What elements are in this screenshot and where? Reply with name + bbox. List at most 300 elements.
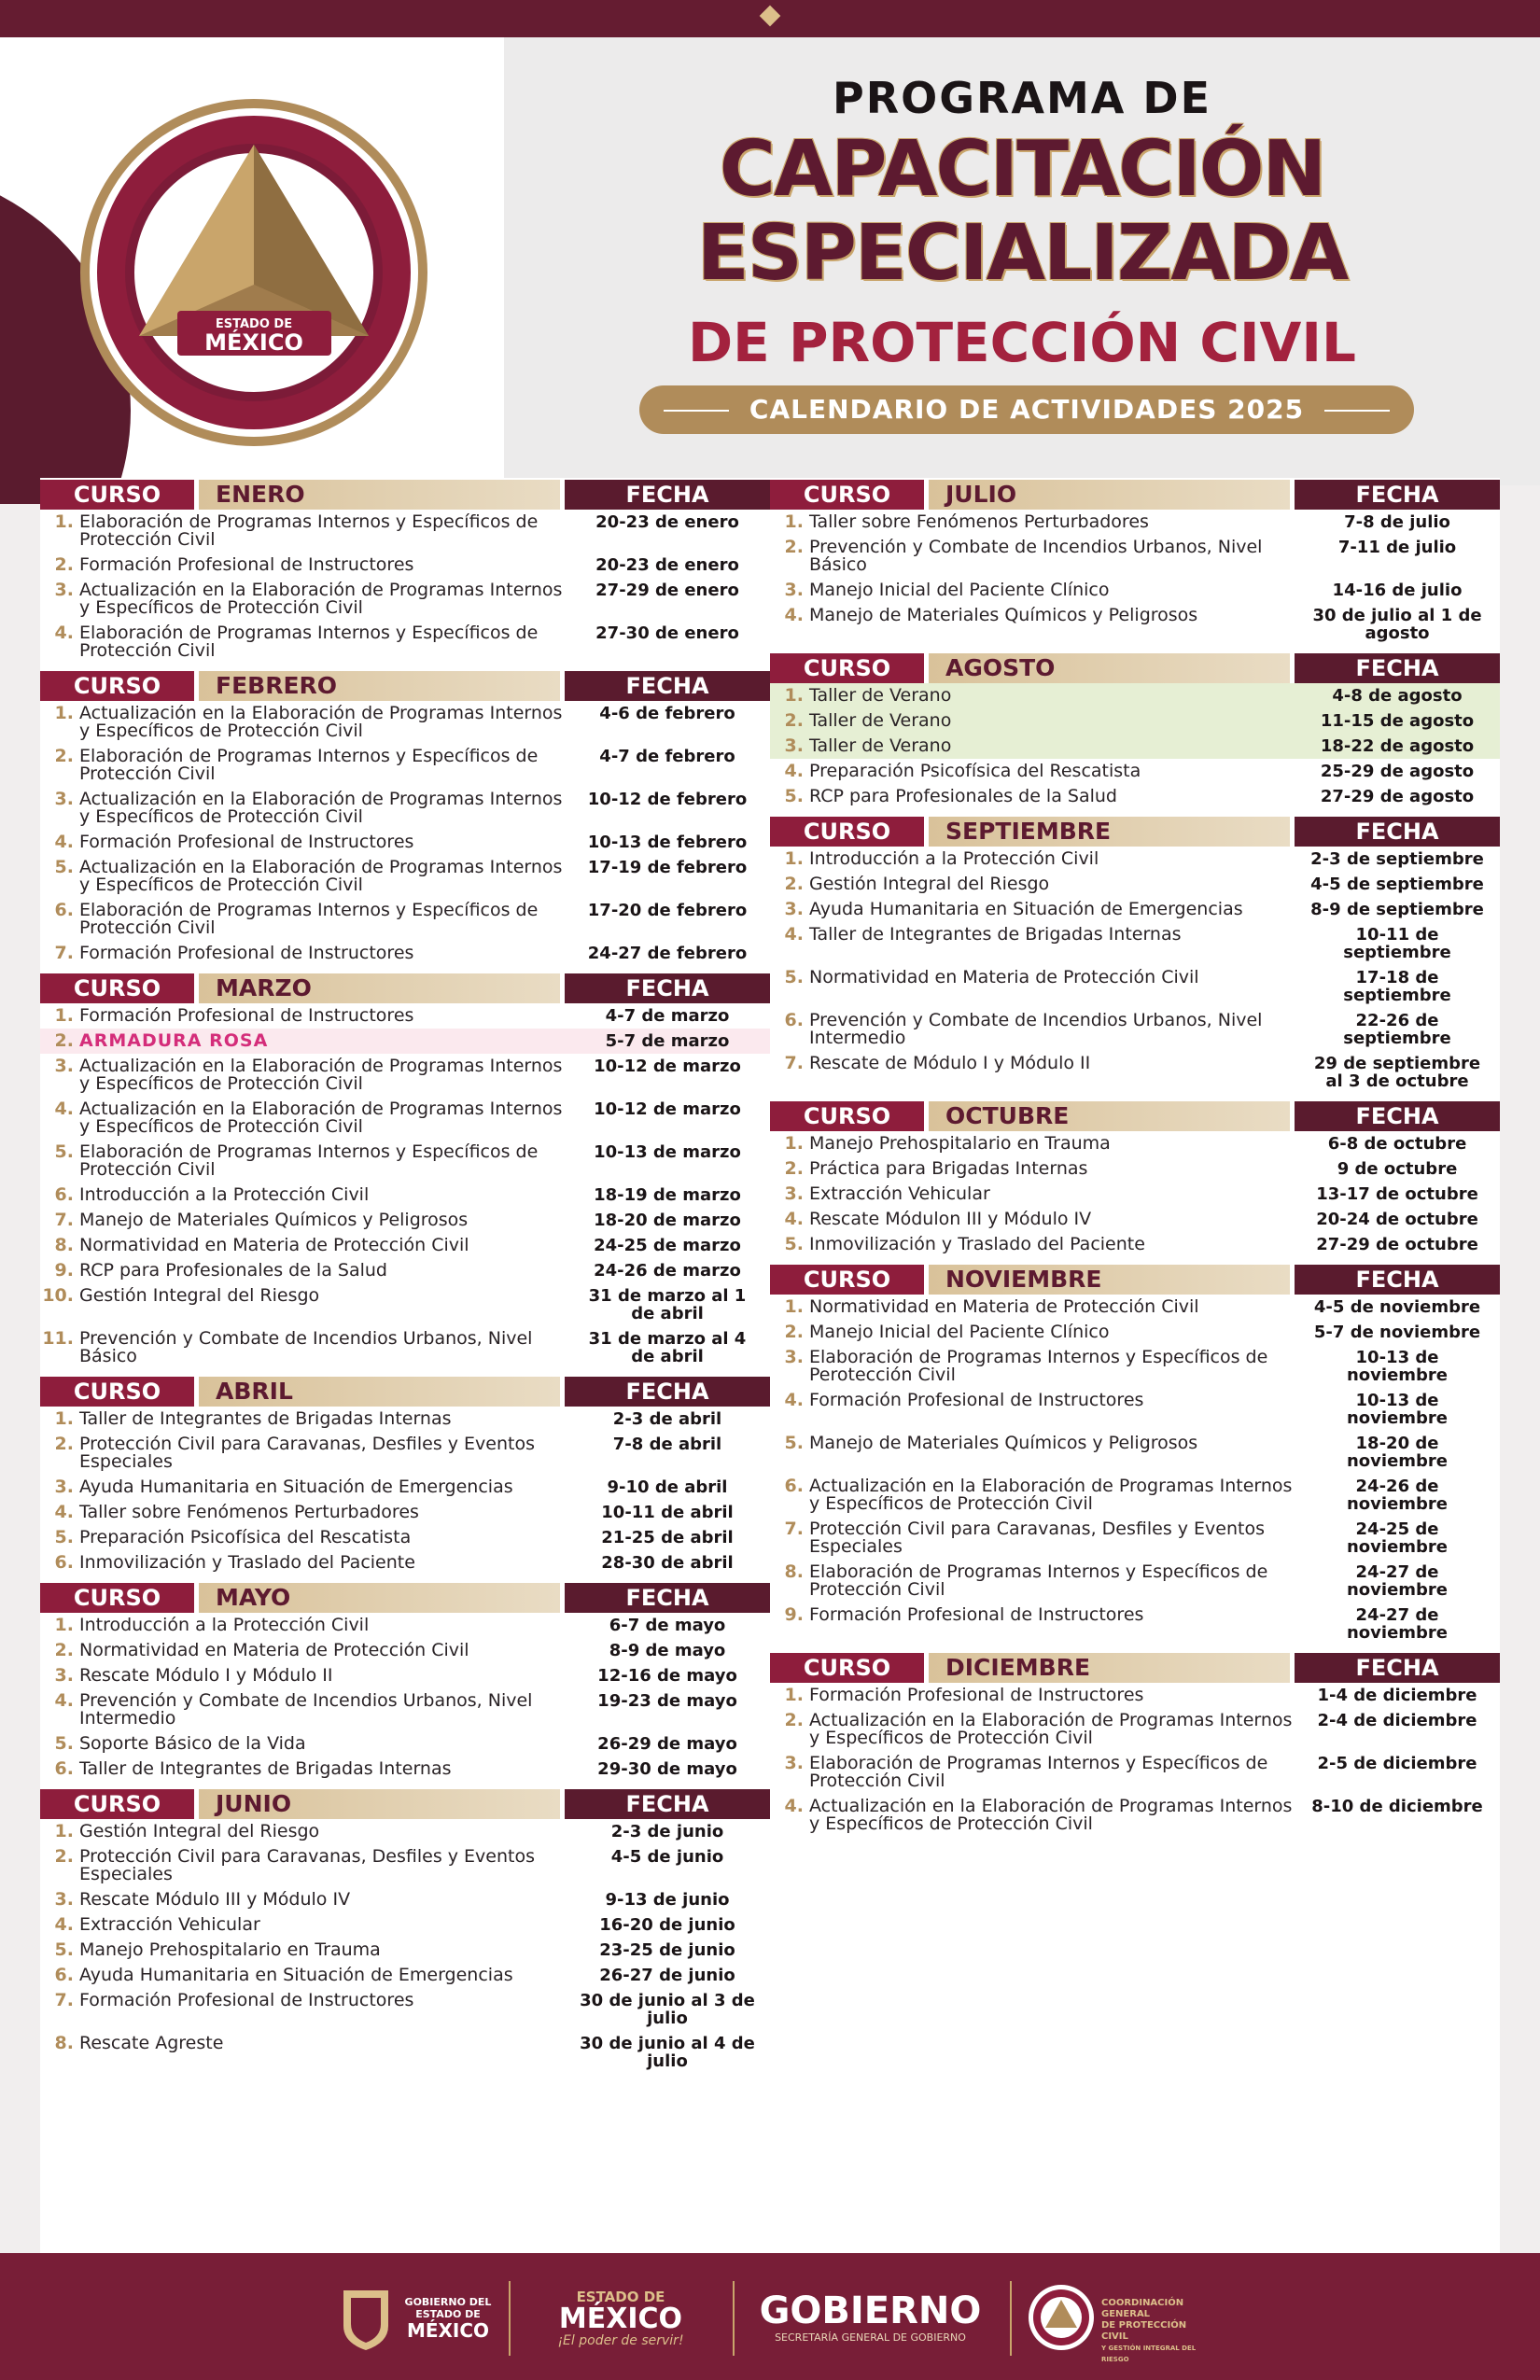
course-title: Gestión Integral del Riesgo: [79, 1285, 320, 1306]
course-row: [40, 1233, 770, 1258]
course-title: Rescate de Módulo I y Módulo II: [809, 1053, 1091, 1073]
course-title: Elaboración de Programas Internos y Específicos de Protección Civil: [79, 1141, 539, 1180]
course-date: 27-29 de octubre: [1316, 1235, 1478, 1254]
course-row: [40, 1912, 770, 1938]
course-date: 24-26 de noviembre: [1346, 1477, 1449, 1514]
curso-label: CURSO: [770, 817, 924, 847]
course-title: Actualización en la Elaboración de Programas Internos y Específicos de Protección Civil: [809, 1796, 1293, 1834]
month-name: AGOSTO: [929, 653, 1290, 683]
course-row: [40, 1887, 770, 1912]
course-row: [40, 621, 770, 664]
course-date: 10-11 de septiembre: [1343, 925, 1451, 962]
course-title: Normatividad en Materia de Protección Civil: [809, 1296, 1199, 1317]
month-name: DICIEMBRE: [929, 1653, 1290, 1683]
course-title: Manejo Inicial del Paciente Clínico: [809, 1322, 1110, 1342]
divider: [509, 2281, 511, 2356]
course-row: [40, 830, 770, 855]
edomex-1: ESTADO DE: [576, 2289, 665, 2305]
course-row: [770, 578, 1500, 603]
course-number: 11.: [42, 1328, 74, 1349]
month-section-octubre: [770, 1101, 1500, 1257]
course-number: 4.: [54, 1502, 74, 1522]
fecha-label: FECHA: [565, 671, 770, 701]
course-row: [40, 1208, 770, 1233]
course-row: [40, 1757, 770, 1782]
course-number: 3.: [54, 1477, 74, 1497]
fecha-label: FECHA: [565, 480, 770, 510]
course-row: [770, 1474, 1500, 1517]
course-number: 9.: [784, 1604, 804, 1625]
state-shield-icon: [338, 2285, 394, 2352]
course-date: 10-12 de marzo: [594, 1057, 741, 1076]
course-title: Rescate Módulon III y Módulo IV: [809, 1209, 1092, 1229]
course-number: 10.: [42, 1285, 74, 1306]
month-header: [40, 1583, 770, 1613]
curso-label: CURSO: [770, 1101, 924, 1131]
course-row: [770, 1751, 1500, 1794]
course-row: [770, 1517, 1500, 1560]
month-header: [770, 1653, 1500, 1683]
course-row: [770, 1131, 1500, 1156]
month-section-enero: [40, 480, 770, 664]
course-title: Inmovilización y Traslado del Paciente: [809, 1234, 1145, 1254]
course-number: 7.: [784, 1519, 804, 1539]
course-number: 6.: [784, 1476, 804, 1496]
course-title: Rescate Módulo III y Módulo IV: [79, 1889, 351, 1910]
course-title: Prevención y Combate de Incendios Urbanos, Nivel Intermedio: [79, 1690, 533, 1729]
course-row: [40, 1500, 770, 1525]
month-name: MAYO: [199, 1583, 560, 1613]
course-number: 2.: [784, 1158, 804, 1179]
month-name: FEBRERO: [199, 671, 560, 701]
course-row: [40, 1003, 770, 1029]
course-number: 5.: [54, 1733, 74, 1754]
course-title: Extracción Vehicular: [79, 1914, 260, 1935]
course-date: 27-29 de enero: [595, 581, 739, 600]
month-name: OCTUBRE: [929, 1101, 1290, 1131]
course-row: [770, 872, 1500, 897]
course-date: 4-8 de agosto: [1332, 686, 1463, 706]
course-date: 2-3 de junio: [610, 1822, 724, 1841]
course-row: [40, 1938, 770, 1963]
line-ornament-icon: [1324, 410, 1390, 412]
course-title: Inmovilización y Traslado del Paciente: [79, 1552, 415, 1573]
course-date: 26-29 de mayo: [597, 1734, 737, 1754]
course-date: 23-25 de junio: [599, 1940, 735, 1960]
course-title: Formación Profesional de Instructores: [79, 1990, 414, 2010]
course-row: [40, 941, 770, 966]
course-number: 1.: [54, 1005, 74, 1026]
course-date: 18-22 de agosto: [1320, 736, 1475, 756]
course-date: 30 de junio al 3 de julio: [580, 1991, 755, 2028]
course-title: Protección Civil para Caravanas, Desfiles y Eventos Especiales: [79, 1846, 535, 1884]
course-title: Taller de Verano: [809, 685, 952, 706]
footer: [0, 2253, 1540, 2380]
curso-label: CURSO: [40, 973, 194, 1003]
course-title: Actualización en la Elaboración de Programas Internos y Específicos de Protección Civil: [79, 703, 563, 741]
month-header: [40, 1789, 770, 1819]
course-title: Manejo Prehospitalario en Trauma: [809, 1133, 1111, 1154]
curso-label: CURSO: [40, 671, 194, 701]
course-number: 3.: [784, 1183, 804, 1204]
gobierno-brand: [747, 2290, 994, 2344]
course-date: 9 de octubre: [1337, 1159, 1458, 1179]
course-row: [40, 1731, 770, 1757]
curso-label: CURSO: [40, 1377, 194, 1407]
course-date: 11-15 de agosto: [1320, 711, 1475, 731]
course-row: [40, 1963, 770, 1988]
course-title: Introducción a la Protección Civil: [79, 1184, 370, 1205]
course-date: 20-23 de enero: [595, 512, 739, 532]
coordinacion-label: [1101, 2298, 1213, 2365]
course-number: 2.: [54, 746, 74, 766]
course-title: Formación Profesional de Instructores: [809, 1685, 1144, 1705]
course-row: [770, 1207, 1500, 1232]
course-title: Extracción Vehicular: [809, 1183, 990, 1204]
course-title: Prevención y Combate de Incendios Urbanos, Nivel Básico: [79, 1328, 533, 1366]
course-row: [770, 1051, 1500, 1094]
month-section-agosto: [770, 653, 1500, 809]
course-number: 4.: [784, 1390, 804, 1410]
month-section-mayo: [40, 1583, 770, 1782]
course-date: 7-8 de julio: [1344, 512, 1450, 532]
proteccion-civil-seal-icon: [1027, 2283, 1096, 2352]
course-title: Taller de Integrantes de Brigadas Internas: [809, 924, 1182, 945]
course-title: Taller sobre Fenómenos Perturbadores: [79, 1502, 419, 1522]
course-date: 24-27 de noviembre: [1346, 1605, 1449, 1643]
course-title: Taller de Integrantes de Brigadas Internas: [79, 1408, 452, 1429]
course-number: 2.: [54, 1846, 74, 1867]
course-row: [770, 1794, 1500, 1837]
course-date: 31 de marzo al 4 de abril: [588, 1329, 747, 1366]
course-row: [40, 1183, 770, 1208]
course-number: 5.: [54, 1939, 74, 1960]
course-title: Introducción a la Protección Civil: [79, 1615, 370, 1635]
curso-label: CURSO: [40, 1789, 194, 1819]
month-section-abril: [40, 1377, 770, 1575]
course-number: 2.: [54, 1640, 74, 1660]
fecha-label: FECHA: [565, 1583, 770, 1613]
secretaria-text: SECRETARÍA GENERAL DE GOBIERNO: [775, 2331, 966, 2344]
course-row: [40, 855, 770, 898]
course-date: 18-20 de noviembre: [1346, 1434, 1449, 1471]
course-number: 2.: [784, 537, 804, 557]
course-row: [40, 1029, 770, 1054]
course-row: [40, 553, 770, 578]
course-row: [770, 784, 1500, 809]
calendar-column-right: [770, 478, 1500, 2253]
course-number: 4.: [54, 832, 74, 852]
course-row: [40, 1688, 770, 1731]
course-row: [770, 1232, 1500, 1257]
course-title: Gestión Integral del Riesgo: [79, 1821, 320, 1841]
course-number: 1.: [54, 511, 74, 532]
month-name: ABRIL: [199, 1377, 560, 1407]
month-header: [40, 973, 770, 1003]
course-date: 28-30 de abril: [601, 1553, 734, 1573]
course-row: [770, 1008, 1500, 1051]
course-date: 29-30 de mayo: [597, 1759, 737, 1779]
course-row: [770, 1683, 1500, 1708]
course-number: 2.: [784, 1710, 804, 1730]
course-title: Manejo Prehospitalario en Trauma: [79, 1939, 381, 1960]
curso-label: CURSO: [770, 480, 924, 510]
course-number: 1.: [54, 1821, 74, 1841]
course-number: 6.: [54, 1758, 74, 1779]
course-number: 3.: [784, 580, 804, 600]
course-number: 3.: [784, 735, 804, 756]
month-header: [770, 817, 1500, 847]
course-date: 24-25 de marzo: [594, 1236, 741, 1255]
course-title: Normatividad en Materia de Protección Civil: [79, 1640, 469, 1660]
course-row: [40, 510, 770, 553]
course-number: 1.: [784, 848, 804, 869]
course-number: 1.: [784, 1685, 804, 1705]
course-row: [770, 1320, 1500, 1345]
course-number: 5.: [784, 1234, 804, 1254]
course-row: [40, 1550, 770, 1575]
course-number: 8.: [54, 1235, 74, 1255]
fecha-label: FECHA: [1295, 1265, 1500, 1295]
course-date: 7-11 de julio: [1337, 538, 1457, 557]
course-date: 2-3 de abril: [612, 1409, 722, 1429]
course-row: [770, 683, 1500, 708]
course-number: 7.: [54, 943, 74, 963]
course-title: Normatividad en Materia de Protección Civil: [79, 1235, 469, 1255]
title-line-4: DE PROTECCIÓN CIVIL: [688, 311, 1356, 374]
course-title: Formación Profesional de Instructores: [79, 554, 414, 575]
course-date: 6-7 de mayo: [609, 1616, 726, 1635]
course-number: 6.: [54, 1184, 74, 1205]
course-date: 10-11 de abril: [601, 1503, 734, 1522]
course-row: [40, 2031, 770, 2074]
course-row: [770, 1345, 1500, 1388]
course-title: Elaboración de Programas Internos y Específicos de Perotección Civil: [809, 1347, 1268, 1385]
course-date: 9-10 de abril: [607, 1477, 728, 1497]
course-title: Actualización en la Elaboración de Programas Internos y Específicos de Protección Civil: [79, 580, 563, 618]
course-date: 10-12 de febrero: [587, 790, 748, 809]
diamond-ornament-icon: [760, 6, 781, 27]
course-number: 1.: [54, 1615, 74, 1635]
course-title: Introducción a la Protección Civil: [809, 848, 1099, 869]
proteccion-civil-logo-icon: [79, 98, 429, 448]
course-number: 6.: [54, 900, 74, 920]
course-date: 10-13 de febrero: [587, 833, 748, 852]
course-number: 7.: [54, 1990, 74, 2010]
course-date: 27-29 de agosto: [1320, 787, 1475, 806]
course-date: 9-13 de junio: [605, 1890, 730, 1910]
course-number: 6.: [54, 1552, 74, 1573]
course-title: Elaboración de Programas Internos y Específicos de Protección Civil: [809, 1561, 1268, 1600]
course-row: [770, 1388, 1500, 1431]
gob-small-3: MÉXICO: [406, 2319, 490, 2342]
course-date: 29 de septiembre al 3 de octubre: [1313, 1054, 1481, 1091]
month-header: [40, 480, 770, 510]
course-number: 3.: [784, 1347, 804, 1367]
course-title: Elaboración de Programas Internos y Específicos de Protección Civil: [79, 900, 539, 938]
course-row: [40, 1097, 770, 1140]
curso-label: CURSO: [40, 480, 194, 510]
course-number: 4.: [784, 1209, 804, 1229]
course-title: Gestión Integral del Riesgo: [809, 874, 1050, 894]
course-row: [40, 744, 770, 787]
curso-label: CURSO: [770, 1653, 924, 1683]
course-title: RCP para Profesionales de la Salud: [79, 1260, 387, 1281]
course-row: [40, 1283, 770, 1326]
course-date: 25-29 de agosto: [1320, 762, 1475, 781]
course-date: 8-9 de septiembre: [1310, 900, 1484, 919]
month-section-marzo: [40, 973, 770, 1369]
course-number: 2.: [784, 710, 804, 731]
course-number: 1.: [784, 685, 804, 706]
course-row: [770, 535, 1500, 578]
course-title: Ayuda Humanitaria en Situación de Emergencias: [79, 1477, 513, 1497]
month-header: [770, 653, 1500, 683]
course-title: Formación Profesional de Instructores: [809, 1604, 1144, 1625]
fecha-label: FECHA: [565, 1377, 770, 1407]
course-date: 4-5 de septiembre: [1310, 875, 1484, 894]
course-date: 24-26 de marzo: [594, 1261, 741, 1281]
gobierno-text: GOBIERNO: [759, 2289, 982, 2332]
course-title: Manejo de Materiales Químicos y Peligrosos: [809, 605, 1198, 625]
course-number: 6.: [784, 1010, 804, 1030]
course-title: Taller de Verano: [809, 710, 952, 731]
course-title: Manejo de Materiales Químicos y Peligrosos: [79, 1210, 469, 1230]
course-title: Rescate Agreste: [79, 2033, 224, 2053]
course-date: 2-4 de diciembre: [1317, 1711, 1477, 1730]
course-date: 7-8 de abril: [612, 1435, 722, 1454]
course-row: [40, 578, 770, 621]
month-header: [770, 1265, 1500, 1295]
course-date: 17-20 de febrero: [587, 901, 748, 920]
course-date: 6-8 de octubre: [1327, 1134, 1467, 1154]
course-title: Ayuda Humanitaria en Situación de Emergencias: [809, 899, 1243, 919]
month-name: JUNIO: [199, 1789, 560, 1819]
course-date: 17-19 de febrero: [587, 858, 748, 877]
course-row: [770, 510, 1500, 535]
course-date: 19-23 de mayo: [597, 1691, 737, 1711]
course-row: [770, 759, 1500, 784]
course-number: 4.: [54, 623, 74, 643]
course-row: [770, 1560, 1500, 1603]
month-section-febrero: [40, 671, 770, 966]
curso-label: CURSO: [770, 653, 924, 683]
fecha-label: FECHA: [565, 1789, 770, 1819]
course-title: Formación Profesional de Instructores: [79, 1005, 414, 1026]
course-row: [40, 1407, 770, 1432]
course-date: 24-25 de noviembre: [1346, 1519, 1449, 1557]
course-date: 18-19 de marzo: [594, 1185, 741, 1205]
title-line-3: ESPECIALIZADA: [696, 209, 1348, 298]
course-title: Elaboración de Programas Internos y Específicos de Protección Civil: [79, 623, 539, 661]
course-number: 2.: [54, 1030, 74, 1051]
course-row: [40, 1432, 770, 1475]
course-date: 4-5 de junio: [610, 1847, 724, 1867]
fecha-label: FECHA: [1295, 1101, 1500, 1131]
course-date: 24-27 de febrero: [587, 944, 748, 963]
course-number: 8.: [784, 1561, 804, 1582]
course-row: [40, 787, 770, 830]
course-title: Rescate Módulo I y Módulo II: [79, 1665, 333, 1686]
course-number: 4.: [784, 1796, 804, 1816]
course-title: Preparación Psicofísica del Rescatista: [809, 761, 1141, 781]
course-title: Formación Profesional de Instructores: [79, 943, 414, 963]
course-title: Actualización en la Elaboración de Programas Internos y Específicos de Protección Civil: [79, 1099, 563, 1137]
course-date: 27-30 de enero: [595, 623, 739, 643]
course-number: 4.: [54, 1914, 74, 1935]
course-number: 4.: [54, 1099, 74, 1119]
course-date: 14-16 de julio: [1332, 581, 1463, 600]
month-section-noviembre: [770, 1265, 1500, 1645]
course-number: 5.: [54, 857, 74, 877]
month-name: MARZO: [199, 973, 560, 1003]
course-number: 3.: [784, 1753, 804, 1773]
course-row: [40, 898, 770, 941]
course-number: 5.: [784, 967, 804, 987]
course-number: 1.: [784, 1133, 804, 1154]
course-number: 5.: [784, 1433, 804, 1453]
course-title: Elaboración de Programas Internos y Específicos de Protección Civil: [79, 511, 539, 550]
title-line-1: PROGRAMA DE: [832, 73, 1211, 123]
course-row: [770, 922, 1500, 965]
course-row: [770, 1295, 1500, 1320]
fecha-label: FECHA: [1295, 480, 1500, 510]
course-row: [770, 1182, 1500, 1207]
course-title: Manejo Inicial del Paciente Clínico: [809, 580, 1110, 600]
course-row: [40, 1663, 770, 1688]
course-row: [40, 1326, 770, 1369]
course-row: [770, 734, 1500, 759]
course-date: 5-7 de noviembre: [1313, 1323, 1481, 1342]
course-row: [40, 701, 770, 744]
course-date: 12-16 de mayo: [597, 1666, 737, 1686]
course-date: 5-7 de marzo: [605, 1031, 730, 1051]
course-title: Actualización en la Elaboración de Programas Internos y Específicos de Protección Civil: [79, 857, 563, 895]
course-title: Elaboración de Programas Internos y Específicos de Protección Civil: [809, 1753, 1268, 1791]
gob-estado-label: [401, 2296, 495, 2341]
fecha-label: FECHA: [1295, 817, 1500, 847]
course-row: [770, 847, 1500, 872]
course-title: Actualización en la Elaboración de Programas Internos y Específicos de Protección Civil: [809, 1476, 1293, 1514]
course-row: [40, 1988, 770, 2031]
coord-1: COORDINACIÓN GENERAL: [1101, 2298, 1184, 2319]
month-section-diciembre: [770, 1653, 1500, 1837]
course-title: Ayuda Humanitaria en Situación de Emergencias: [79, 1965, 513, 1985]
course-row: [770, 1431, 1500, 1474]
course-number: 2.: [54, 554, 74, 575]
course-number: 5.: [54, 1527, 74, 1547]
course-title: RCP para Profesionales de la Salud: [809, 786, 1117, 806]
course-number: 5.: [784, 786, 804, 806]
course-row: [770, 1156, 1500, 1182]
month-header: [40, 671, 770, 701]
course-number: 1.: [784, 511, 804, 532]
top-band: [0, 0, 1540, 37]
gob-small-2: ESTADO DE: [415, 2308, 481, 2320]
course-title: Prevención y Combate de Incendios Urbanos, Nivel Intermedio: [809, 1010, 1263, 1048]
course-date: 10-12 de marzo: [594, 1099, 741, 1119]
course-title: Soporte Básico de la Vida: [79, 1733, 306, 1754]
edomex-slogan: ¡El poder de servir!: [557, 2333, 684, 2348]
coord-2: DE PROTECCIÓN CIVIL: [1101, 2320, 1187, 2342]
course-title: Protección Civil para Caravanas, Desfiles y Eventos Especiales: [809, 1519, 1265, 1557]
course-date: 4-6 de febrero: [599, 704, 735, 723]
course-title: Normatividad en Materia de Protección Civil: [809, 967, 1199, 987]
course-number: 3.: [54, 1056, 74, 1076]
course-row: [770, 897, 1500, 922]
logo-text-1: ESTADO DE: [215, 317, 293, 331]
course-row: [40, 1140, 770, 1183]
